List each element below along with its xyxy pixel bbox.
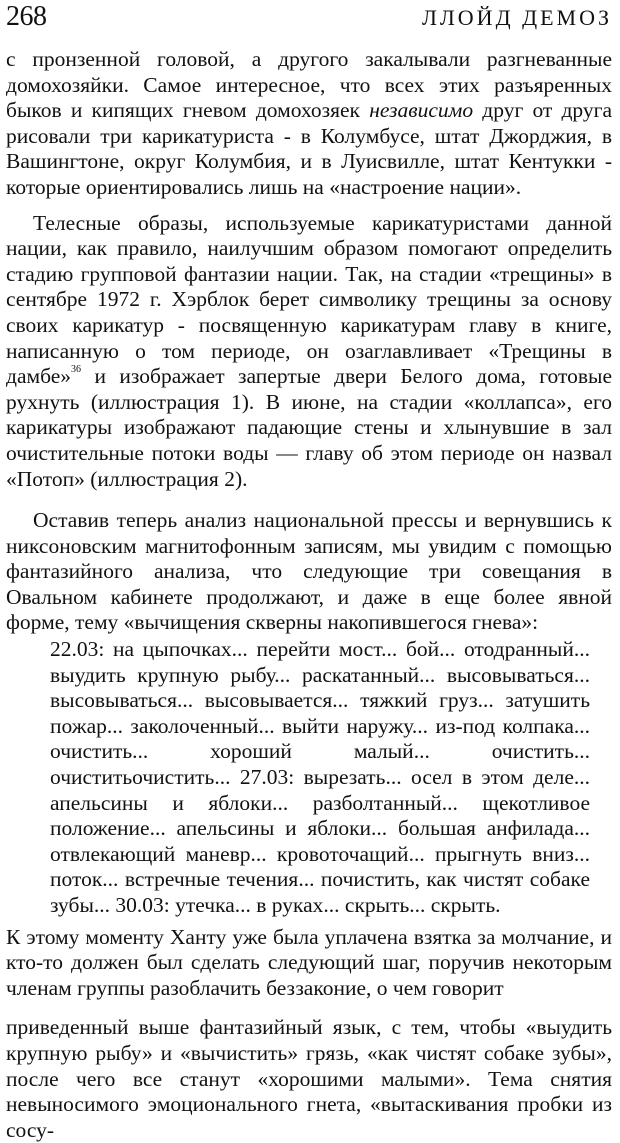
paragraph-conclusion: приведенный выше фантазийный язык, с тем, чтобы «выудить крупную рыбу» и «вычистить» грязь, «как чистят собаке зубы», после чего все станут «хорошими малыми». Тема снятия невыносимого эмоционального гнета, «вытаскивания пробки из сосу- [6,1015,612,1142]
paragraph-text: с пронзенной головой, а другого закалывали разгневанные домохозяйки. Самое интересное, что всех этих разъяренных быков и кипящих гневом домохозяек [6,47,612,123]
running-title: ЛЛОЙД ДЕМОЗ [421,5,612,30]
quotation-block: 22.03: на цыпочках... перейти мост... бой... отодранный... выудить крупную рыбу... раскатанный... высовываться... высовываться... высовывается... тяжкий груз... затушить пожар... заколоченный... выйти наружу... из-под колпака... очистить... хороший малый... очистить... очиститьочистить... 27.03: вырезать... осел в этом деле... апельсины и яблоки... разболтанный... щекотливое положение... апельсины и яблоки... большая анфилада... отвлекающий маневр... кровоточащий... прыгнуть вниз... поток... встречные течения... почистить, как чистят собаке зубы... 30.03: утечка... в руках... скрыть... скрыть. [50,637,590,917]
paragraph-text: друг от друга рисовали три карикатуриста - в Колумбусе, штат Джорджия, в Вашингтоне, округ Колумбия, и в Луисвилле, штат Кентукки - которые ориентировались лишь на «настроение нации». [6,98,613,199]
page-number: 268 [6,1,47,32]
page-header [6,0,612,40]
paragraph-text: и изображает запертые двери Белого дома, готовые рухнуть (иллюстрация 1). В июне, на стадии «коллапса», его карикатуры изображают падающие стены и хлынувшие в зал очистительные потоки воды — главу об этом периоде он назвал «Потоп» (иллюстрация 2). [6,364,613,491]
main-text-block [6,47,612,1143]
paragraph-hunt: К этому моменту Ханту уже была уплачена взятка за молчание, и кто-то должен был сделать следующий шаг, поручив некоторым членам группы разоблачить беззаконие, о чем говорит [6,924,612,1000]
paragraph-tapes-analysis: Оставив теперь анализ национальной прессы и вернувшись к никсоновским магнитофонным записям, мы увидим с помощью фантазийного анализа, что следующие три совещания в Овальном кабинете продолжают, и даже в еще более явной форме, тему «вычищения скверны накопившегося гнева»: [6,508,612,635]
paragraph-continuation [6,47,612,201]
footnote-reference: 36 [71,364,82,376]
paragraph-text: Телесные образы, используемые карикатуристами данной нации, как правило, наилучшим образом помогают определить стадию групповой фантазии нации. Так, на стадии «трещины» в сентябре 1972 г. Хэрблок берет символику трещины за основу своих карикатур - посвященную карикатурам главу в книге, написанную о том периоде, он озаглавливает «Трещины в дамбе» [6,210,612,389]
emphasized-word: независимо [369,98,474,123]
paragraph-cartoon-images [6,211,612,493]
